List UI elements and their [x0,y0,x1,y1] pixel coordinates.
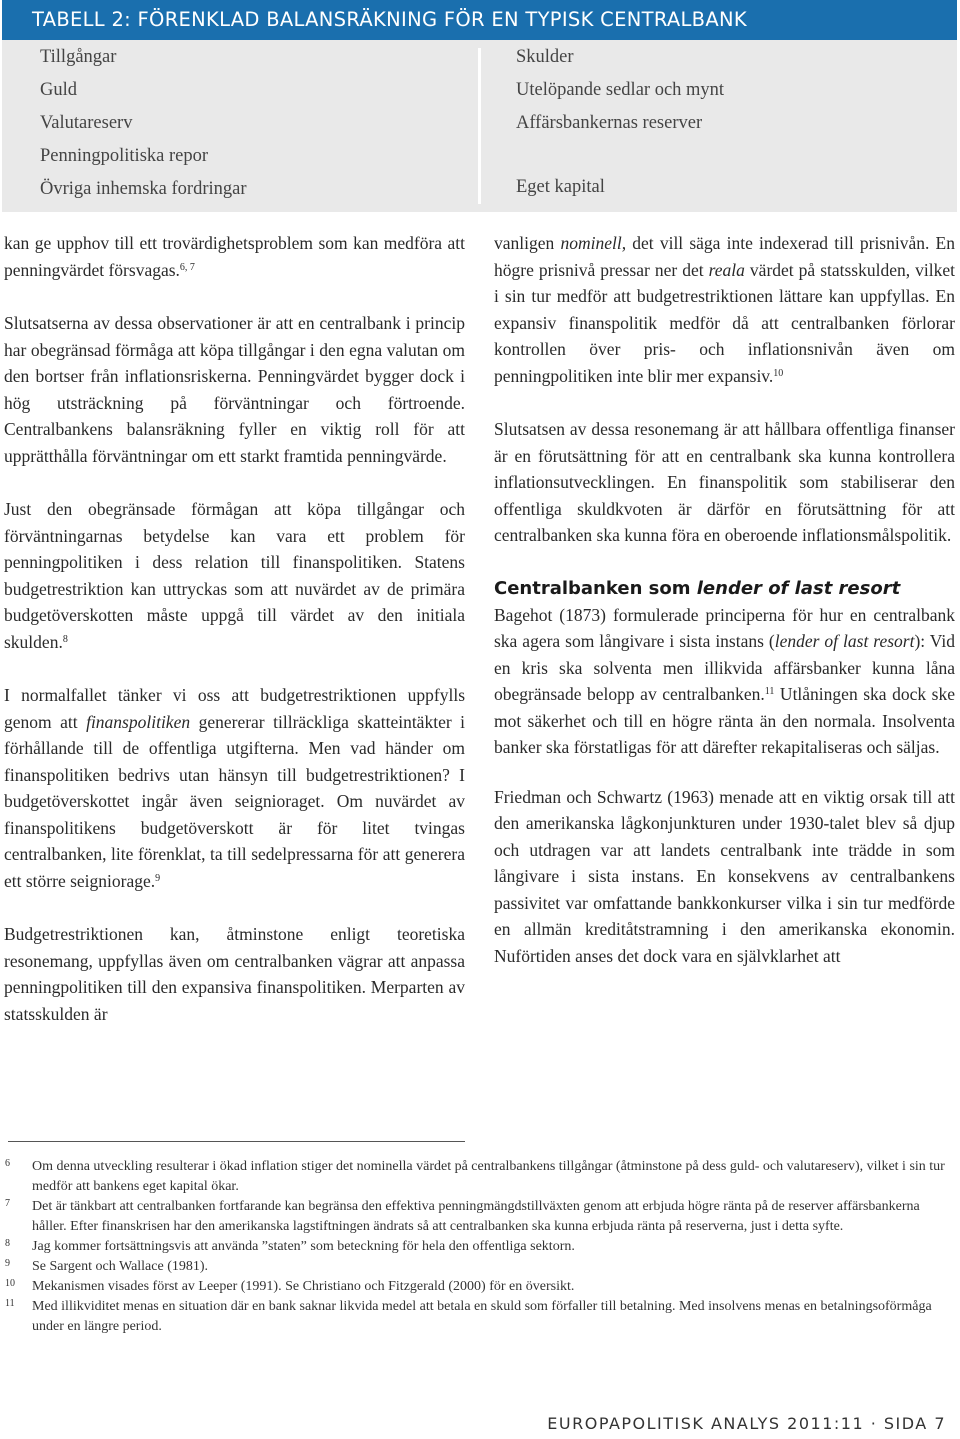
liability-item: Eget kapital [516,177,605,197]
liabilities-column [516,47,724,210]
footnote-number: 9 [5,1258,10,1269]
paragraph: Budgetrestriktionen kan, åtminstone enligt teoretiska resonemang, uppfyllas även om centralbanken vägrar att anpassa penningpolitiken till den expansiva finanspolitiken. Merparten av statsskulden är [4,924,465,1024]
paragraph: Friedman och Schwartz (1963) menade att en viktig orsak till att den amerikanska lågkonjunkturen under 1930-talet blev så djup och utdragen var att landets centralbank inte trädde in som långivare i sista instans. En konsekvens av centralbankens passivitet var omfattande bankkonkurser vilka i sin tur medförde en allmän kreditåtstramning i den amerikanska ekonomin. Nuförtiden anses det dock vara en självklarhet att [494,786,955,966]
footnotes [0,1157,950,1337]
paragraph: vanligen nominell, det vill säga inte indexerad till prisnivån. En högre prisnivå pressar ner det reala värdet på statsskulden, vilket i sin tur medför att budgetrestriktionen lättare kan uppfyllas. En expansiv finanspolitik medför då att centralbanken förlorar kontrollen över pris- och inflationsnivån även om penningpolitiken inte blir mer expansiv.$^{10}$ [494,233,956,386]
assets-heading: Tillgångar [40,47,117,67]
paragraph: kan ge upphov till ett trovärdighetsproblem som kan medföra att penningvärdet försvagas.$^{6, 7}$ [4,233,465,280]
footnote: 11 Med illikviditet menas en situation där en bank saknar likvida medel att betala en skuld som förfaller till betalning. Med insolvens menas en betalningsoförmåga under en längre period. [0,1297,950,1337]
table-title: TABELL 2: FÖRENKLAD BALANSRÄKNING FÖR EN TYPISK CENTRALBANK [32,8,747,31]
footnote-number: 11 [5,1298,15,1309]
paragraph: Just den obegränsade förmågan att köpa tillgångar och förväntningarnas betydelse kan vara ett problem för penningpolitiken i dess relation till finanspolitiken. Statens budgetrestriktion kan uttryckas som att nuvärdet av de primära budgetöverskotten måste uppgå till värdet av den initiala skulden.$^8$ [4,499,465,652]
asset-item: Penningpolitiska repor [40,146,209,166]
column-divider [478,48,481,204]
footnote-number: 10 [5,1278,15,1289]
footnote-ref: 11 [764,686,775,697]
asset-item: Övriga inhemska fordringar [40,179,247,199]
paragraph: I normalfallet tänker vi oss att budgetrestriktionen uppfylls genom att finanspolitiken genererar tillräckliga skatteintäkter i förhållande till de offentliga utgifterna. Men vad händer om finanspolitiken bedrivs utan hänsyn till budgetrestriktionen? I budgetöverskottet ingår även seignioraget. Om nuvärdet av finanspolitikens budgetöverskott är för litet tvingas centralbanken, lite förenklat, ta till sedelpressarna för att generera ett större seigniorage.$^9$ [4,685,465,891]
asset-item: Guld [40,80,77,100]
footnote: 7 Det är tänkbart att centralbanken fortfarande kan begränsa den effektiva penningmängdstillväxten genom att erbjuda högre ränta på de reserver affärsbankerna håller. Efter finanskrisen har den amerikanska lagstiftningen ändrats så att centralbanken ska kunna erbjuda ränta på reserverna, just i detta syfte. [0,1197,950,1237]
liability-item: Affärsbankernas reserver [516,113,703,133]
footnote: 6 Om denna utveckling resulterar i ökad inflation stiger det nominella värdet på centralbankens tillgångar (åtminstone på dess guld- och valutareserv), vilket i sin tur medför att bankens eget kapital ökar. [0,1157,950,1197]
left-text-column [4,230,465,1027]
paragraph: Slutsatsen av dessa resonemang är att hållbara offentliga finanser är en förutsättning för att en centralbank ska kunna kontrollera inflationsutvecklingen. En finanspolitik som stabiliserar den offentliga skuldkvoten är därför en förutsättning för att centralbanken ska kunna föra en oberoende inflationsmålspolitik. [494,419,955,545]
paragraph: Slutsatserna av dessa observationer är att en centralbank i princip har obegränsad förmåga att köpa tillgångar i den egna valutan om den bortser från inflationsriskerna. Penningvärdet bygger dock i hög utsträckning på förväntningar och förtroende. Centralbankens balansräkning fyller en viktig roll för att upprätthålla förväntningar om ett starkt framtida penningvärde. [4,313,465,466]
liability-item: Utelöpande sedlar och mynt [516,80,725,100]
footnote-ref: 10 [773,367,784,379]
footnote-divider [8,1141,465,1142]
asset-item: Valutareserv [40,113,133,133]
right-text-column [494,230,955,969]
assets-column [40,47,247,212]
paragraph: Bagehot (1873) formulerade principerna för hur en centralbank ska agera som långivare i sista instans (lender of last resort): Vid en kris ska solventa men illikvida affärsbanker kunna låna obegränsade belopp av centralbanken.$^{11}$ Utlåningen ska dock ske mot säkerhet och till en högre ränta än den normala. Insolventa banker ska förstatligas för att därefter rekapitaliseras och säljas. [494,604,956,757]
footnote: 9 Se Sargent och Wallace (1981). [0,1257,950,1277]
balance-sheet-table [2,0,957,212]
footnote-number: 7 [5,1198,10,1209]
footnote-ref: 9 [155,872,161,884]
footnote: 8 Jag kommer fortsättningsvis att använda ”staten” som beteckning för hela den offentliga sektorn. [0,1237,950,1257]
footnote-number: 8 [5,1238,10,1249]
footnote-ref: 6, 7 [179,261,195,273]
footnote-ref: 8 [62,633,68,645]
table-header-bar [2,0,957,40]
footnote: 10 Mekanismen visades först av Leeper (1991). Se Christiano och Fitzgerald (2000) för en översikt. [0,1277,950,1297]
footnote-number: 6 [5,1158,10,1169]
page-footer: EUROPAPOLITISK ANALYS 2011:11 · SIDA 7 [547,1414,946,1433]
liabilities-heading: Skulder [516,47,574,67]
section-heading: Centralbanken som lender of last resort [494,577,901,599]
